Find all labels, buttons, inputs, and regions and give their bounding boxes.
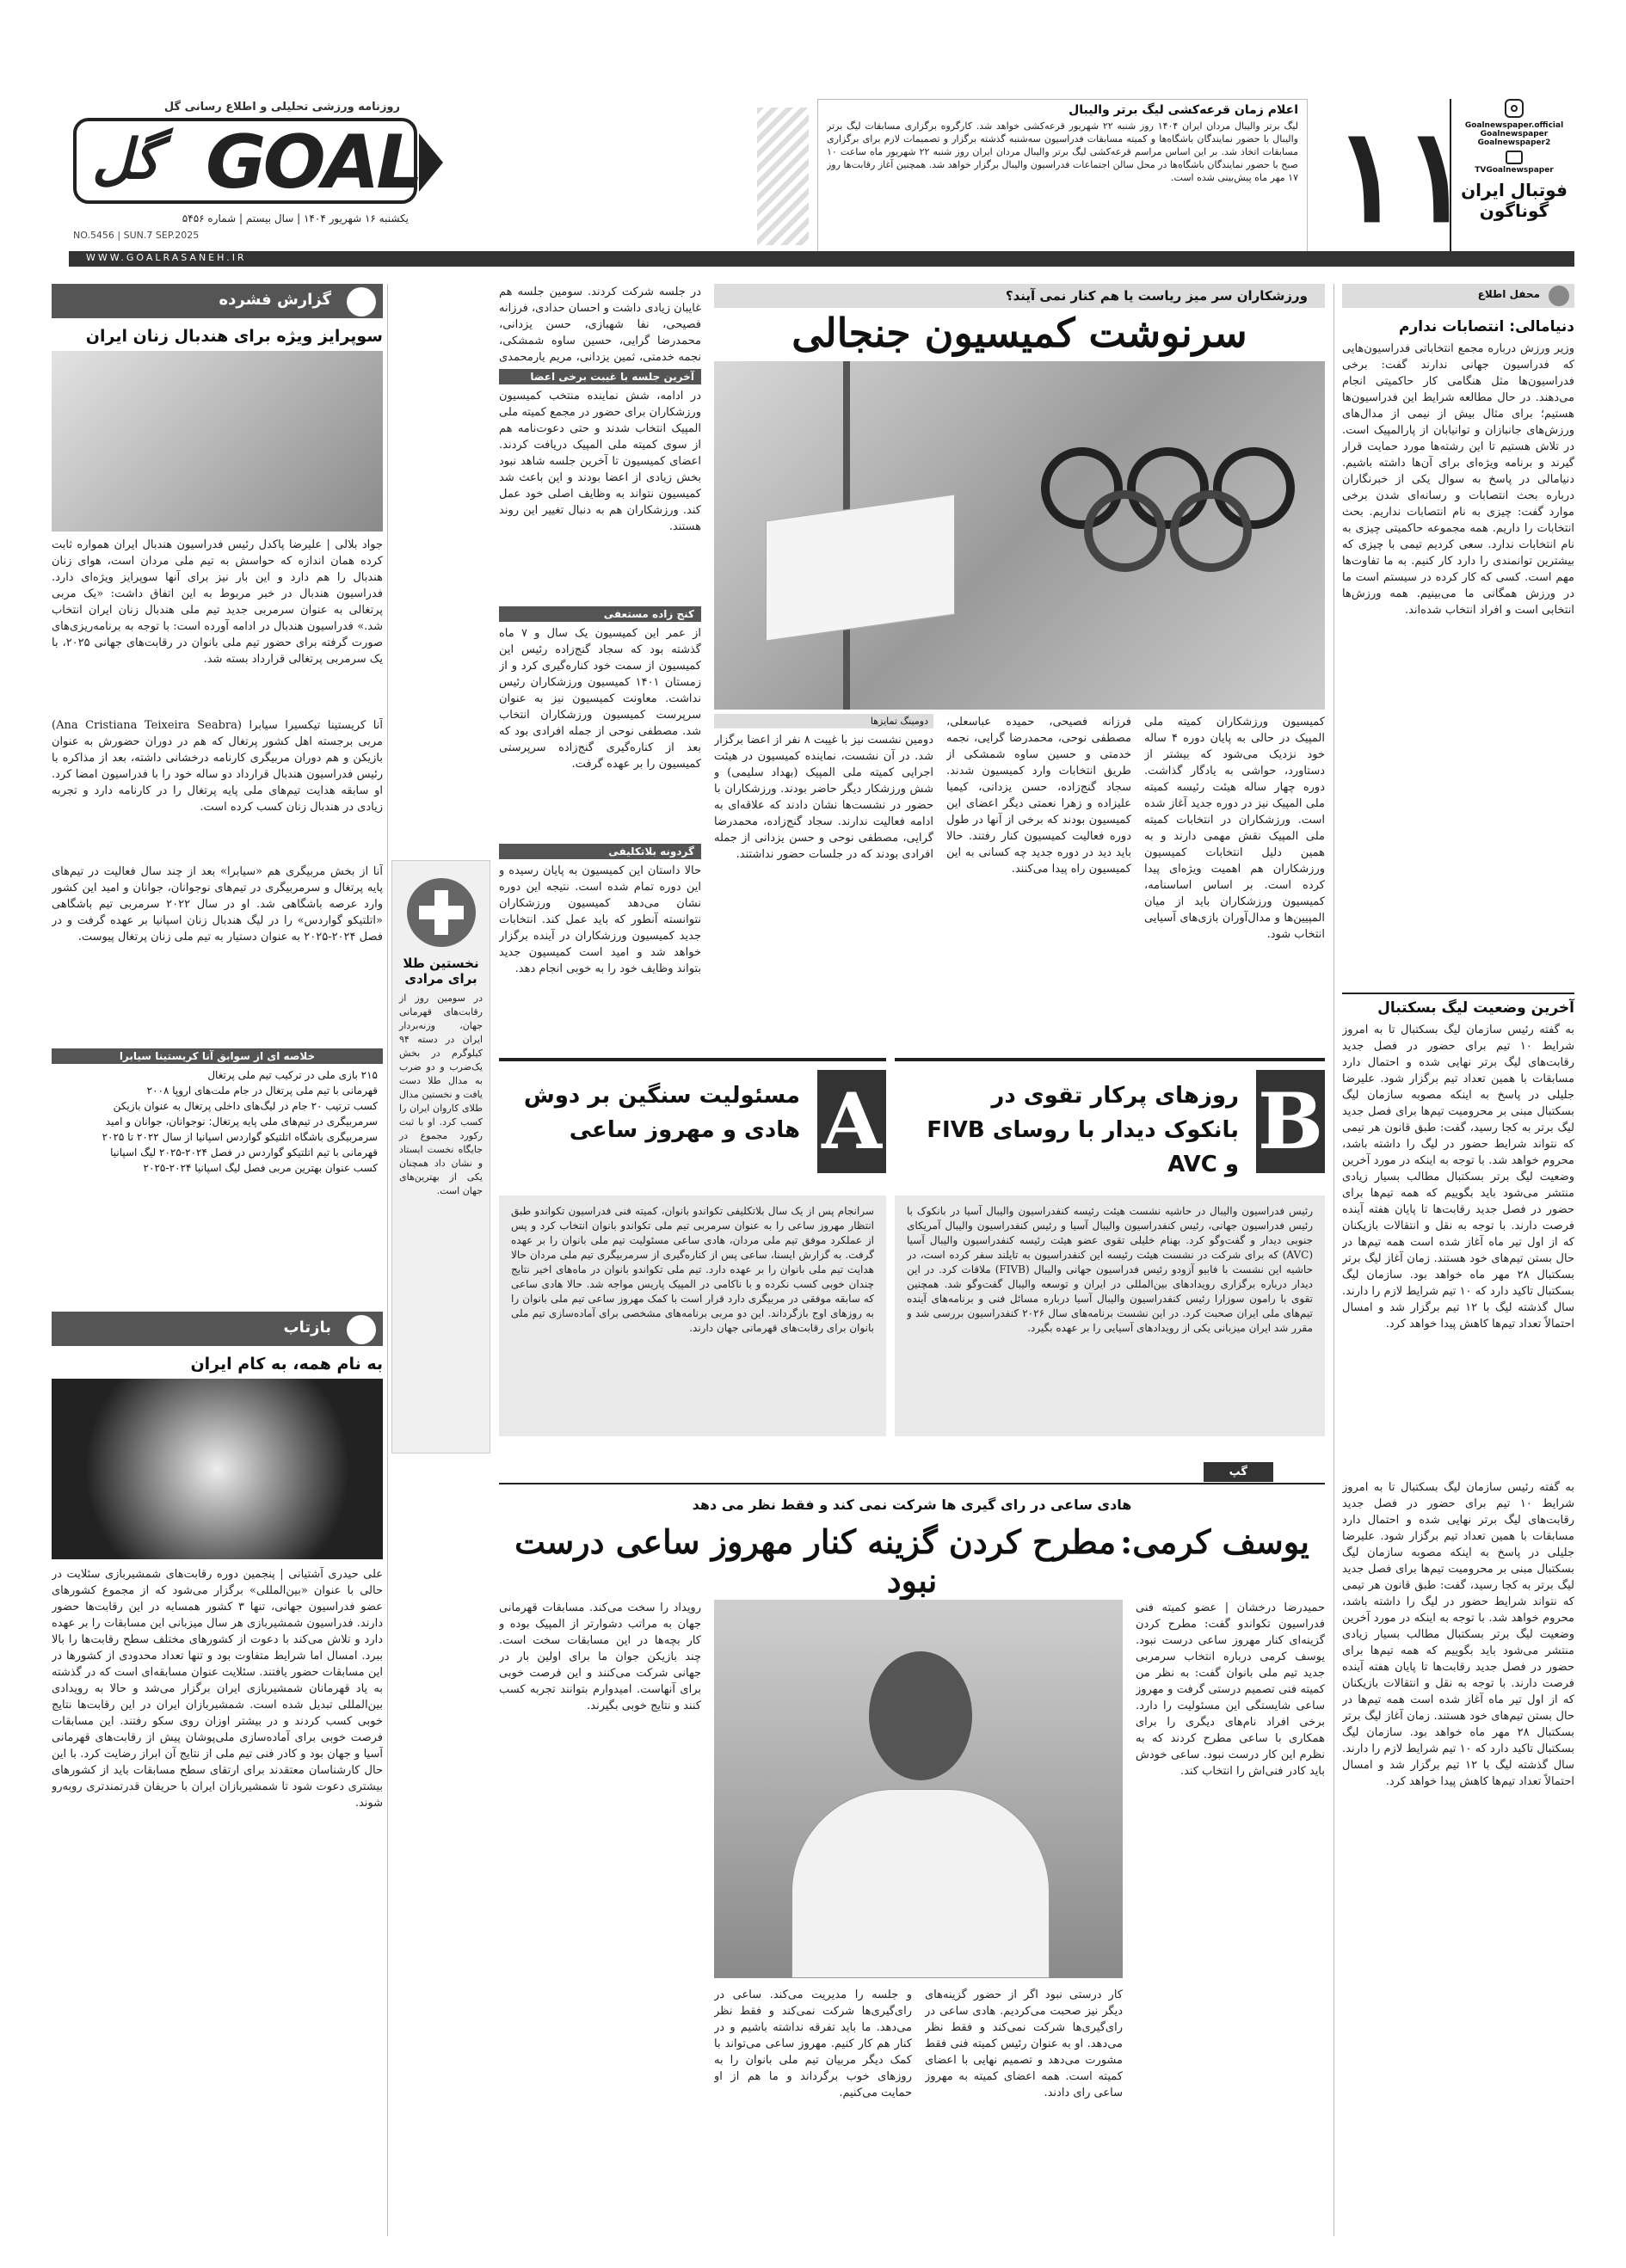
list-item: سرمربیگری باشگاه اتلتیکو گواردس اسپانیا از سال ۲۰۲۲ تا ۲۰۲۵ bbox=[102, 1131, 378, 1143]
list-item: ۲۱۵ بازی ملی در ترکیب تیم ملی پرتغال bbox=[207, 1069, 378, 1081]
top-news-title: اعلام زمان قرعه‌کشی لیگ برتر والیبال bbox=[1069, 103, 1298, 117]
left-title-2: به نام همه، به کام ایران bbox=[190, 1355, 383, 1374]
left-header-2-bar bbox=[52, 1312, 383, 1346]
left-body-1: جواد بلالی | علیرضا پاکدل رئیس فدراسیون هندبال ایران همواره ثابت کرده همان اندازه که حواسش به تیم ملی مردان است، هوای زنان هندبال را هم دارد و این بار نیز برای آنها سوپرایز ویژه‌ای دارد. فدراسیون هندبال در خبر مربوط به این اتفاق داشت: «یک مربی پرتغالی به عنوان سرمربی جدید تیم ملی هندبال زنان ایران انتخاب شد.» فدراسیون هندبال در ادامه آورده است: با توجه به برنامه‌ریزی‌های صورت گرفته برای حضور تیم ملی بانوان در رقابت‌های جهانی ۲۰۲۵، با یک سرمربی پرتغالی قرارداد بسته شد. bbox=[52, 538, 383, 666]
logo-block bbox=[73, 99, 434, 245]
section-title-1: فوتبال ایران bbox=[1461, 180, 1567, 200]
interview-col-2 bbox=[925, 1987, 1123, 2236]
tagline: روزنامه ورزشی تحلیلی و اطلاع رسانی گل bbox=[163, 101, 400, 114]
list-item: سرمربیگری در تیم‌های ملی پایه پرتغال: نوجوانان، جوانان و امید bbox=[105, 1116, 378, 1128]
handball-photo bbox=[52, 351, 383, 532]
strip-title: نخستین طلا برای مرادی bbox=[403, 956, 479, 986]
right-body-2: به گفته رئیس سازمان لیگ بسکتبال تا به امروز شرایط ۱۰ تیم برای حضور در فصل جدید رقابت‌های لیگ برتر نهایی شده و احتمال دارد مسابقات با همین تعداد تیم برگزار شود. علیرضا جلیلی در پاسخ به اینکه مصوبه سازمان لیگ بسکتبال مبنی بر محرومیت تیم‌ها برای فصل جدید لیگ برتر به کجا رسید، گفت: طبق قانون هر تیمی که نتواند شرایط حضور در لیگ را داشته باشد، محروم خواهد شد. با توجه به اینکه در مورد آخرین وضعیت لیگ برتر بسکتبال مطالب بسیار زیادی منتشر می‌شود باید بگوییم که همه تیم‌ها برای حضور در فصل جدید رقابت‌ها تا پایان هفته آینده فرصت دارند. با توجه به نقل و انتقالات بازیکنان که از اول تیر ماه آغاز شده است همه تیم‌ها در حال بستن تیم‌های خود هستند. زمان آغاز لیگ برتر بسکتبال ۲۸ مهر ماه خواهد بود. سازمان لیگ بسکتبال تاکید دارد که ۱۰ تیم شرایط لازم را دارند. سال گذشته لیگ با ۱۲ تیم برگزار شد و امسال احتمالاً تعداد تیم‌ها کاهش پیدا خواهد کرد. bbox=[1342, 1023, 1574, 1331]
story-a-header bbox=[499, 1058, 886, 1178]
story-b-title: روزهای پرکار تقوی در بانکوک دیدار با روسای FIVB و AVC bbox=[927, 1083, 1239, 1177]
main-body-4: در جلسه شرکت کردند. سومین جلسه هم غایبان زیادی داشت و احسان حدادی، فرزانه فصیحی، نفا شهبازی، حسن یزدانی، محمدرضا گرایی، حسین ساوه شمشکی، نجمه خدمتی، ثمین یزدانی، مریم یارمحمدی bbox=[499, 286, 701, 364]
fencing-photo bbox=[52, 1379, 383, 1559]
story-a-letter: A bbox=[817, 1070, 886, 1173]
social-box bbox=[1450, 99, 1570, 252]
rule bbox=[1333, 284, 1334, 2236]
rule bbox=[387, 284, 388, 2236]
main-col-4 bbox=[499, 284, 701, 1049]
main-sub-3: گردونه بلاتکلیفی bbox=[499, 844, 701, 859]
interview-headline-wrap bbox=[499, 1522, 1325, 1600]
right-badge-wrap bbox=[1342, 284, 1574, 308]
main-photo-caption: دومینگ تمایزها bbox=[714, 714, 933, 728]
right-column bbox=[1342, 284, 1574, 1471]
left-column-2 bbox=[52, 1312, 383, 2236]
left-list-title: خلاصه ای از سوابق آنا کریستینا سیابرا bbox=[52, 1048, 383, 1064]
interview-body-4: و جلسه را مدیریت می‌کند. ساعی در رای‌گیری‌ها شرکت نمی‌کند و فقط نظر می‌دهد. ما باید تفرقه نداشته باشیم و در کنار هم کار کنیم. مهروز ساعی می‌تواند با کمک دیگر مربیان تیم ملی بانوان را به روزهای خوب برگرداند و ما هم از او حمایت می‌کنیم. bbox=[714, 1988, 912, 2099]
logo-text: GOAL bbox=[206, 120, 421, 206]
list-item: کسب ترتیب ۲۰ جام در لیگ‌های داخلی پرتغال به عنوان بازیکن bbox=[113, 1100, 378, 1112]
left-body-1c: آنا از بخش مربیگری هم «سیابرا» بعد از چند سال فعالیت در تیم‌های پایه پرتغال و سرمربیگری در تیم‌های نوجوانان، جوانان و امید این کشور وارد عرصه باشگاهی شد. او در سال ۲۰۲۲ سرمربی تیم باشگاهی «اتلتیکو گواردس» را در لیگ هندبال زنان اسپانیا بر عهده گرفت و در فصل ۲۰۲۴-۲۰۲۵ به عنوان دستیار به تیم ملی زنان پرتغال پیوست. bbox=[52, 865, 383, 943]
story-b-box bbox=[895, 1195, 1325, 1436]
main-col-1 bbox=[1144, 714, 1325, 1049]
interview-headline-name: یوسف کرمی: bbox=[1120, 1522, 1309, 1561]
olympic-rings-icon bbox=[1041, 447, 1299, 576]
interview-body-1: حمیدرضا درخشان | عضو کمیته فنی فدراسیون تکواندو گفت: مطرح کردن گزینه‌ای کنار مهروز ساعی درست نبود. یوسف کرمی درباره انتخاب سرمربی جدید تیم ملی بانوان گفت: به نظر من کمیته فنی تصمیم درستی گرفت و مهروز ساعی شایستگی این مسئولیت را دارد. برخی افراد نام‌های دیگری را برای همکاری با ساعی مطرح کردند که به نظرم این کار درست نبود. ساعی خودش باید کادر فنی‌اش را انتخاب کند. bbox=[1136, 1601, 1325, 1778]
interview-body-3: رویداد را سخت می‌کند. مسابقات قهرمانی جهان به مراتب دشوارتر از المپیک بوده و کار بچه‌ها در این مسابقات سخت است. چند بازیکن جوان ما برای اولین بار در جهانی شرکت می‌کنند و این فرصت خوبی برای آنهاست. امیدوارم بتوانند تجربه کسب کنند و نتایج خوبی بگیرند. bbox=[499, 1601, 701, 1712]
main-body-5: در ادامه، شش نماینده منتخب کمیسیون ورزشکاران برای حضور در مجمع کمیته ملی المپیک انتخاب شدند و حتی دعوت‌نامه هم از سوی کمیته ملی المپیک دریافت کردند. اعضای کمیسیون تا آخرین جلسه شاهد نبود بخش زیادی از اعضا بودند و این باعث شد کمیسیون نتواند به وظایف اصلی خود عمل کند. ورزشکاران هم به دنبال تغییر این روند هستند. bbox=[499, 390, 701, 533]
logo-goal bbox=[73, 118, 421, 206]
main-photo bbox=[714, 361, 1325, 710]
page-number: ۱۱ bbox=[1333, 100, 1473, 251]
interview-kicker: هادی ساعی در رای گیری ها شرکت نمی کند و فقط نظر می دهد bbox=[692, 1497, 1132, 1513]
person-head bbox=[869, 1651, 972, 1780]
interview-headline: مطرح کردن گزینه کنار مهروز ساعی درست نبود bbox=[514, 1522, 1117, 1600]
main-body-3: دومین نشست نیز با غیبت ۸ نفر از اعضا برگزار شد. در آن نشست، نماینده کمیسیون در هیئت اجرایی کمیته ملی المپیک (بهداد سلیمی) و شش ورزشکار دیگر حاضر بودند. ورزشکاران با حضور در نشست‌ها نشان دادند که علاقه‌ای به ادامه فعالیت ندارند. سجاد گنج‌زاده، محمدرضا گرایی، مصطفی نوحی و حسن یزدانی از جمله افرادی بودند که در جلسات حضور نداشتند. bbox=[714, 734, 933, 861]
list-item: قهرمانی با تیم ملی پرتغال در جام ملت‌های اروپا ۲۰۰۸ bbox=[146, 1085, 378, 1097]
left-column bbox=[52, 284, 383, 1368]
strip-body: در سومین روز از رقابت‌های قهرمانی جهان، وزنه‌بردار ایران در دسته ۹۴ کیلوگرم در بخش یک‌ضرب و دو ضرب به مدال طلا دست یافت و نخستین مدال طلای کاروان ایران را کسب کرد. او با ثبت رکورد مجموع در جایگاه نخست ایستاد و نشان داد همچنان یکی از بهترین‌های جهان است. bbox=[399, 993, 483, 1196]
story-b-header bbox=[895, 1058, 1325, 1178]
right-title-2: آخرین وضعیت لیگ بسکتبال bbox=[1342, 993, 1574, 1017]
main-body-1: کمیسیون ورزشکاران کمیته ملی المپیک در حالی به پایان دوره ۴ ساله خود نزدیک می‌شود که بیشتر از دستاورد، حواشی به یادگار گذاشت. دوره چهار ساله هیئت رئیسه کمیته ملی المپیک نیز در دوره جدید آغاز شده است. ورزشکاران در انتخابات کمیته ملی المپیک نقش مهمی دارند و به همین دلیل انتخابات کمیسیون ورزشکاران هم اهمیت ویژه‌ای پیدا کرده است. بر اساس اساسنامه، کمیسیون ورزشکاران باید از میان المپیین‌ها و مدال‌آوران بازی‌های آسیایی انتخاب شود. bbox=[1144, 716, 1325, 941]
website-bar bbox=[69, 251, 1574, 267]
main-sub-1: آخرین جلسه با غیبت برخی اعضا bbox=[499, 369, 701, 384]
main-kicker-bar bbox=[714, 284, 1325, 308]
main-col-2 bbox=[946, 714, 1131, 1049]
logo-fa: گل bbox=[92, 128, 160, 192]
date-line: یکشنبه ۱۶ شهریور ۱۴۰۴ | سال بیستم | شماره ۵۴۵۶ bbox=[182, 212, 409, 224]
left-title-1: سوپرایز ویژه برای هندبال زنان ایران bbox=[85, 327, 383, 346]
right-body: وزیر ورزش درباره مجمع انتخاباتی فدراسیون‌هایی که فدراسیون جهانی ندارند گفت: برخی فدراسیون‌ها مثل هنگامی کار حاکمیتی انجام می‌دهند. در حال مطالعه شرایط این فدراسیون‌ها هستیم؛ برای مثال بیش از نیمی از مدال‌های ورزش‌های جانبازان و توانیابان از پارالمپیک است. در تلاش هستیم تا این رشته‌ها مورد حمایت قرار گیرند و برنامه ویژه‌ای برای آن‌ها داشته باشیم. دنیامالی در پاسخ به سوال یکی از خبرنگاران درباره بحث انتصابات و رسانه‌ای شدن برخی موارد گفت: چیزی به نام انتصابات نداریم. بحث انتخابات را داریم. همه مجموعه حاکمیتی چیزی به نام انتخابات ندارد. سعی کردیم تیمی با چیزی که بیشترین توانمندی را دارد کار کنیم. به ما تفاوت‌ها مهم است. کسی که کار کرده در سیستم است ما در ورزش همگانی ما می‌بینیم. همه ورزش‌ها انتخابی است و افراد انتخاب شده‌اند. bbox=[1342, 342, 1574, 617]
interview-body-2: کار درستی نبود اگر از حضور گزینه‌های دیگر نیز صحبت می‌کردیم. هادی ساعی در رای‌گیری‌ها شرکت نمی‌کند و فقط نظر می‌دهد. او به عنوان رئیس کمیته فنی فقط مشورت می‌دهد و تصمیم نهایی با اعضای کمیته است. همه اعضای کمیته به مهروز ساعی رای دادند. bbox=[925, 1988, 1123, 2099]
instagram-icon bbox=[1505, 99, 1524, 118]
document-icon bbox=[347, 287, 376, 317]
main-body-2: فرزانه فصیحی، حمیده عباسعلی، مصطفی نوحی، محمدرضا گرایی، نجمه خدمتی و حسین ساوه شمشکی از طریق انتخابات وارد کمیسیون شدند. سجاد گنج‌زاده، حسن یزدانی، کیمیا علیزاده و زهرا نعمتی دیگر اعضای این کمیسیون بودند که برخی از آنها در طول دوره فعالیت کمیسیون کنار رفتند. حالا باید دید در دوره جدید چه کسانی به این کمیسیون راه پیدا می‌کنند. bbox=[946, 716, 1131, 876]
main-headline: سرنوشت کمیسیون جنجالی bbox=[791, 310, 1247, 356]
tv-icon bbox=[1506, 151, 1523, 164]
right-column-rest bbox=[1342, 1479, 1574, 2236]
left-header-1-bar bbox=[52, 284, 383, 318]
social-3: Goalnewspaper2 bbox=[1477, 138, 1551, 147]
website: WWW.GOALRASANEH.IR bbox=[86, 252, 247, 263]
story-b-letter: B bbox=[1256, 1070, 1325, 1173]
person-icon bbox=[1549, 286, 1569, 306]
image-icon bbox=[347, 1315, 376, 1344]
story-b-body: رئیس فدراسیون والیبال در حاشیه نشست هیئت رئیسه کنفدراسیون والیبال آسیا در بانکوک با رئیس فدراسیون جهانی، رئیس کنفدراسیون والیبال آسیا و رئیس کنفدراسیون والیبال آمریکای جنوبی دیدار و گفت‌وگو کرد. بهنام خلیلی تقوی عضو هیئت رئیسه کنفدراسیون والیبال آسیا (AVC) که برای شرکت در نشست هیئت رئیسه این کنفدراسیون به تایلند سفر کرده است، در حاشیه این نشست با فابیو آزودو رئیس فدراسیون جهانی والیبال (FIVB) ملاقات کرد. در این دیدار درباره برگزاری رویدادهای بین‌المللی در ایران و توسعه والیبال گفت‌وگو شد. همچنین تقوی با رامون سوزارا رئیس کنفدراسیون والیبال آسیا درباره مسائل فنی و برنامه‌های آینده تیم‌های ملی ایران صحبت کرد. در این نشست برنامه‌های سال ۲۰۲۶ کنفدراسیون بررسی شد و مقرر شد ایران میزبانی یکی از رویدادهای آسیایی را بر عهده بگیرد. bbox=[907, 1205, 1313, 1334]
section-title-2: گوناگون bbox=[1479, 200, 1549, 221]
story-a-title: مسئولیت سنگین بر دوش هادی و مهروز ساعی bbox=[523, 1083, 800, 1143]
main-col-3 bbox=[714, 714, 933, 1049]
top-news-box bbox=[817, 99, 1308, 252]
right-body-2-cont: به گفته رئیس سازمان لیگ بسکتبال تا به امروز شرایط ۱۰ تیم برای حضور در فصل جدید رقابت‌های لیگ برتر نهایی شده و احتمال دارد مسابقات با همین تعداد تیم برگزار شود. علیرضا جلیلی در پاسخ به اینکه مصوبه سازمان لیگ بسکتبال مبنی بر محرومیت تیم‌ها برای فصل جدید لیگ برتر به کجا رسید، گفت: طبق قانون هر تیمی که نتواند شرایط حضور در لیگ را داشته باشد، محروم خواهد شد. با توجه به اینکه در مورد آخرین وضعیت لیگ برتر بسکتبال مطالب بسیار زیادی منتشر می‌شود باید بگوییم که همه تیم‌ها برای حضور در فصل جدید رقابت‌ها تا پایان هفته آینده فرصت دارند. با توجه به نقل و انتقالات بازیکنان که از اول تیر ماه آغاز شده است همه تیم‌ها در حال بستن تیم‌های خود هستند. زمان آغاز لیگ برتر بسکتبال ۲۸ مهر ماه خواهد بود. سازمان لیگ بسکتبال تاکید دارد که ۱۰ تیم شرایط لازم را دارند. سال گذشته لیگ با ۱۲ تیم برگزار شد و امسال احتمالاً تعداد تیم‌ها کاهش پیدا خواهد کرد. bbox=[1342, 1481, 1574, 1788]
interview-col-1 bbox=[1136, 1600, 1325, 2236]
left-body-1b: آنا کریستینا تیکسیرا سیابرا (Ana Cristiana Teixeira Seabra) مربی برجسته اهل کشور پرتغال که هم در دوران حضورش به عنوان بازیکن و هم دوران مربیگری کارنامه درخشانی داشته، بعد از مذاکره با رئیس فدراسیون هندبال قرارداد دو ساله خود را با فدراسیون امضا کرد. او سابقه هدایت تیم‌های ملی پایه پرتغال را در کارنامه دارد و تجربه زیادی در هندبال زنان کسب کرده است. bbox=[52, 719, 383, 814]
interview-photo bbox=[714, 1600, 1123, 1978]
flag bbox=[766, 495, 955, 642]
right-badge: محفل اطلاع bbox=[1477, 288, 1540, 300]
right-title: دنیامالی: انتصابات ندارم bbox=[1399, 318, 1574, 335]
left-header-1: گزارش فشرده bbox=[219, 291, 331, 309]
interview-col-3 bbox=[714, 1987, 912, 2236]
main-sub-2: کنج زاده مستعفی bbox=[499, 606, 701, 622]
logo-arrow-icon bbox=[419, 133, 443, 192]
interview-badge-bar bbox=[499, 1462, 1325, 1484]
story-a-box bbox=[499, 1195, 886, 1436]
interview-badge: گپ bbox=[1204, 1462, 1273, 1482]
masthead bbox=[52, 90, 1574, 258]
list-item: قهرمانی با تیم اتلتیکو گواردس در فصل ۲۰۲۴-۲۰۲۵ لیگ اسپانیا bbox=[110, 1146, 378, 1159]
social-2: Goalnewspaper bbox=[1480, 130, 1549, 138]
left-list bbox=[52, 1064, 383, 1179]
date-en: NO.5456 | SUN.7 SEP.2025 bbox=[73, 230, 200, 241]
top-news-body: لیگ برتر والیبال مردان ایران ۱۴۰۴ روز شنبه ۲۲ شهریور قرعه‌کشی خواهد شد. کارگروه برگزاری مسابقات لیگ برتر والیبال با حضور نمایندگان باشگاه‌ها و کمیته مسابقات فدراسیون سه‌شنبه گذشته برگزار و تصمیمات لازم برای برگزاری مسابقات اتخاذ شد. بر این اساس مراسم قرعه‌کشی لیگ برتر والیبال مردان ایران روز شنبه ۲۲ شهریور ماه ساعت ۱۰ صبح با حضور نمایندگان باشگاه‌ها در محل سالن اجتماعات فدراسیون والیبال برگزار خواهد شد. همچنین آغاز رقابت‌ها روز ۱۷ مهر ماه پیش‌بینی شده است. bbox=[827, 120, 1298, 183]
main-body-7: حالا داستان این کمیسیون به پایان رسیده و این دوره تمام شده است. نتیجه این دوره نشان می‌دهد کمیسیون ورزشکاران نتوانسته آنطور که باید عمل کند. انتخابات جدید کمیسیون ورزشکاران در آینده برگزار خواهد شد و امید است کمیسیون جدید بتواند وظایف خود را به خوبی انجام دهد. bbox=[499, 864, 701, 975]
social-1: Goalnewspaper.official bbox=[1464, 121, 1564, 130]
main-kicker: ورزشکاران سر میز ریاست یا هم کنار نمی آیند؟ bbox=[1005, 288, 1308, 304]
list-item: کسب عنوان بهترین مربی فصل لیگ اسپانیا ۲۰۲۴-۲۰۲۵ bbox=[143, 1162, 378, 1174]
top-news-ornament bbox=[757, 108, 809, 245]
social-4: TVGoalnewspaper bbox=[1475, 166, 1554, 175]
interview-col-4 bbox=[499, 1600, 701, 2236]
person-body bbox=[791, 1789, 1050, 1978]
main-body-6: از عمر این کمیسیون یک سال و ۷ ماه گذشته بود که سجاد گنج‌زاده رئیس این کمیسیون از سمت خود کناره‌گیری کرد و از زمستان ۱۴۰۱ کمیسیون ورزشکاران رئیس نداشت. معاونت کمیسیون نیز به عنوان سرپرست کمیسیون ورزشکاران انتخاب شد. مصطفی نوحی از جمله افرادی بود که بعد از کناره‌گیری گنج‌زاده سرپرستی کمیسیون را بر عهده گرفت. bbox=[499, 627, 701, 771]
plus-icon bbox=[407, 878, 476, 947]
side-strip bbox=[391, 860, 490, 1454]
left-body-2: علی حیدری آشتیانی | پنجمین دوره رقابت‌های شمشیربازی سئلایت در حالی با عنوان «بین‌المللی» برگزار می‌شود که از مجموع کشورهای عضو فدراسیون جهانی، تنها ۳ کشور همسایه در این رقابت‌ها حضور دارند. فدراسیون شمشیربازی هر سال میزبانی این مسابقات را بر عهده دارد و تلاش می‌کند با دعوت از کشورهای مختلف سطح رقابت‌ها را بالا ببرد. امسال اما شرایط متفاوت بود و تنها تعداد محدودی از کشورها در این مسابقات حضور یافتند. سئلایت عنوان مسابقه‌ای است که در گذشته به یاد قهرمانان شمشیربازی ایران برگزار می‌شد و حالا به رویدادی بین‌المللی تبدیل شده است. شمشیربازان ایران در این رقابت‌ها نتایج خوبی کسب کردند و در بیشتر اوزان روی سکو رفتند. این مسابقات فرصت خوبی برای آماده‌سازی ملی‌پوشان پیش از رقابت‌های قهرمانی آسیا و جهان بود و کادر فنی تیم ملی از نتایج آن ابراز رضایت کرد. با این حال کارشناسان معتقدند برای ارتقای سطح مسابقات باید از کشورهای بیشتری دعوت شود تا شمشیربازان ایران با حریفان قدرتمندتری روبه‌رو شوند. bbox=[52, 1568, 383, 1810]
page-number-box bbox=[1333, 99, 1473, 252]
story-a-body: سرانجام پس از یک سال بلاتکلیفی تکواندو بانوان، کمیته فنی فدراسیون تکواندو طبق انتظار مهروز ساعی را به عنوان سرمربی تیم ملی تکواندو بانوان انتخاب کرد و پس از عملکرد موفق تیم ملی مردان، هادی ساعی مسئولیت تیم ملی بانوان را بر عهده گرفت. به گزارش ایسنا، ساعی پس از کناره‌گیری از سرمربیگری تیم ملی مردان حالا هدایت تیم ملی بانوان را بر عهده دارد. تیم ملی تکواندو بانوان در ماه‌های اخیر نتایج چندان خوبی کسب نکرده و با ناکامی در المپیک پاریس مواجه شد. حالا هادی ساعی که سابقه موفقی در مربیگری دارد قرار است با کمک مهروز ساعی تیم ملی بانوان را به روزهای اوج بازگرداند. این دو مربی برنامه‌های مشخصی برای آماده‌سازی تیم ملی بانوان برای رقابت‌های قهرمانی جهان دارند. bbox=[511, 1205, 874, 1334]
left-header-2: بازتاب bbox=[283, 1318, 331, 1337]
